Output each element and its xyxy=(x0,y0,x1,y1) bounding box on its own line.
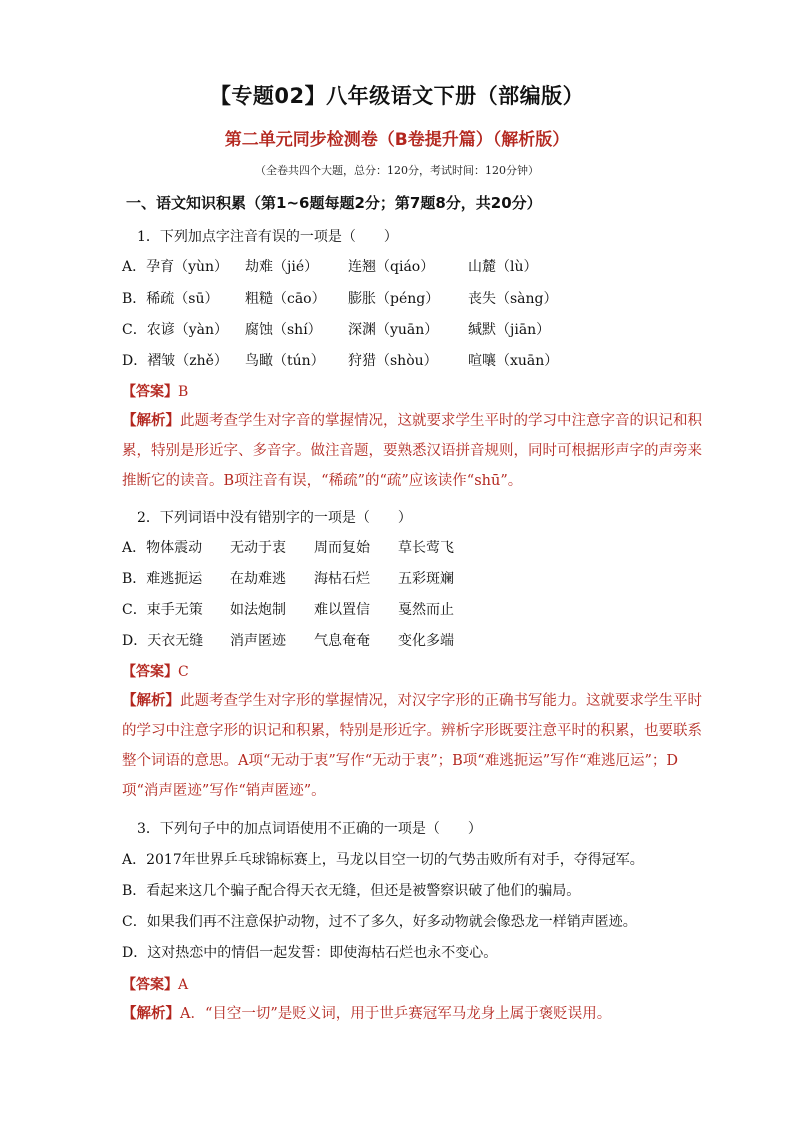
question-1-stem: 1．下列加点字注音有误的一项是（ ） xyxy=(137,229,398,245)
q1-option-a: A．孕育（yùn） xyxy=(122,259,229,275)
q2-option-a-2: 无动于衷 xyxy=(230,540,286,556)
q1-option-d-3: 狩猎（shòu） xyxy=(348,353,438,369)
q2-option-a: A．物体震动 xyxy=(122,540,203,556)
q2-answer xyxy=(122,661,189,681)
q2-option-c-3: 难以置信 xyxy=(314,602,370,618)
q1-option-d-2: 鸟瞰（tún） xyxy=(245,353,325,369)
q1-option-a-2: 劫难（jié） xyxy=(245,259,319,275)
answer-value: C xyxy=(178,664,189,680)
q2-option-b-2: 在劫难逃 xyxy=(230,571,286,587)
exam-note: （全卷共四个大题，总分：120分，考试时间：120分钟） xyxy=(255,164,539,177)
q1-option-d: D．褶皱（zhě） xyxy=(122,353,228,369)
q2-option-b-4: 五彩斑斓 xyxy=(398,571,454,587)
q3-option-c: C．如果我们再不注意保护动物，过不了多久，好多动物就会像恐龙一样销声匿迹。 xyxy=(122,914,637,930)
q1-option-d-4: 喧嚷（xuān） xyxy=(468,353,559,369)
q3-option-b: B．看起来这几个骗子配合得天衣无缝，但还是被警察识破了他们的骗局。 xyxy=(122,883,581,899)
q1-option-c-4: 缄默（jiān） xyxy=(468,322,551,338)
q3-answer xyxy=(122,974,188,994)
q2-option-a-4: 草长莺飞 xyxy=(398,540,454,556)
q3-option-d: D．这对热恋中的情侣一起发誓：即使海枯石烂也永不变心。 xyxy=(122,945,498,961)
q2-option-d: D．天衣无缝 xyxy=(122,633,204,649)
page-subtitle: 第二单元同步检测卷（B卷提升篇）（解析版） xyxy=(224,130,570,150)
q1-option-b-3: 膨胀（péng） xyxy=(348,291,440,307)
q1-answer xyxy=(122,381,188,401)
explain-label: 【解析】 xyxy=(122,693,180,709)
q1-option-c: C．农谚（yàn） xyxy=(122,322,228,338)
answer-label: 【答案】 xyxy=(122,664,178,680)
q1-explanation xyxy=(122,406,702,496)
explain-label: 【解析】 xyxy=(122,1006,180,1022)
explain-text: A．“目空一切”是贬义词，用于世乒赛冠军马龙身上属于褒贬误用。 xyxy=(180,1006,612,1022)
answer-label: 【答案】 xyxy=(122,384,178,400)
q2-option-a-3: 周而复始 xyxy=(314,540,370,556)
q2-option-c: C．束手无策 xyxy=(122,602,203,618)
q2-option-b: B．难逃扼运 xyxy=(122,571,203,587)
answer-value: B xyxy=(178,384,189,400)
explain-text: 此题考查学生对字形的掌握情况，对汉字字形的正确书写能力。这就要求学生平时的学习中注意字形的识记和积累，特别是形近字。辨析字形既要注意平时的积累，也要联系整个词语的意思。A项“无动于衷”写作“无动于衷”；B项“难逃扼运”写作“难逃厄运”；D项“消声匿迹”写作“销声匿迹”。 xyxy=(122,693,702,799)
q1-option-c-3: 深渊（yuān） xyxy=(348,322,439,338)
q2-option-d-4: 变化多端 xyxy=(398,633,454,649)
q2-option-c-4: 戛然而止 xyxy=(398,602,454,618)
answer-label: 【答案】 xyxy=(122,977,178,993)
q2-option-c-2: 如法炮制 xyxy=(230,602,286,618)
q2-explanation xyxy=(122,686,702,806)
q1-option-b: B．稀疏（sū） xyxy=(122,291,219,307)
q2-option-b-3: 海枯石烂 xyxy=(314,571,370,587)
q1-option-b-4: 丧失（sàng） xyxy=(468,291,558,307)
q2-option-d-2: 消声匿迹 xyxy=(230,633,286,649)
answer-value: A xyxy=(178,977,189,993)
q1-option-c-2: 腐蚀（shí） xyxy=(245,322,322,338)
explain-text: 此题考查学生对字音的掌握情况，这就要求学生平时的学习中注意字音的识记和积累，特别是形近字、多音字。做注音题，要熟悉汉语拼音规则，同时可根据形声字的声旁来推断它的读音。B项注音有误，“稀疏”的“疏”应该读作“shū”。 xyxy=(122,413,702,489)
q1-option-b-2: 粗糙（cāo） xyxy=(245,291,326,307)
q3-option-a: A．2017年世界乒乓球锦标赛上，马龙以目空一切的气势击败所有对手，夺得冠军。 xyxy=(122,852,644,868)
q1-option-a-3: 连翘（qiáo） xyxy=(348,259,435,275)
question-2-stem: 2．下列词语中没有错别字的一项是（ ） xyxy=(137,510,412,526)
q2-option-d-3: 气息奄奄 xyxy=(314,633,370,649)
q1-option-a-4: 山麓（lù） xyxy=(468,259,538,275)
explain-label: 【解析】 xyxy=(122,413,180,429)
q3-explanation xyxy=(122,999,702,1029)
page-title: 【专题02】八年级语文下册（部编版） xyxy=(209,84,585,108)
question-3-stem: 3．下列句子中的加点词语使用不正确的一项是（ ） xyxy=(137,821,482,837)
section-heading: 一、语文知识积累（第1~6题每题2分；第7题8分，共20分） xyxy=(126,194,542,212)
